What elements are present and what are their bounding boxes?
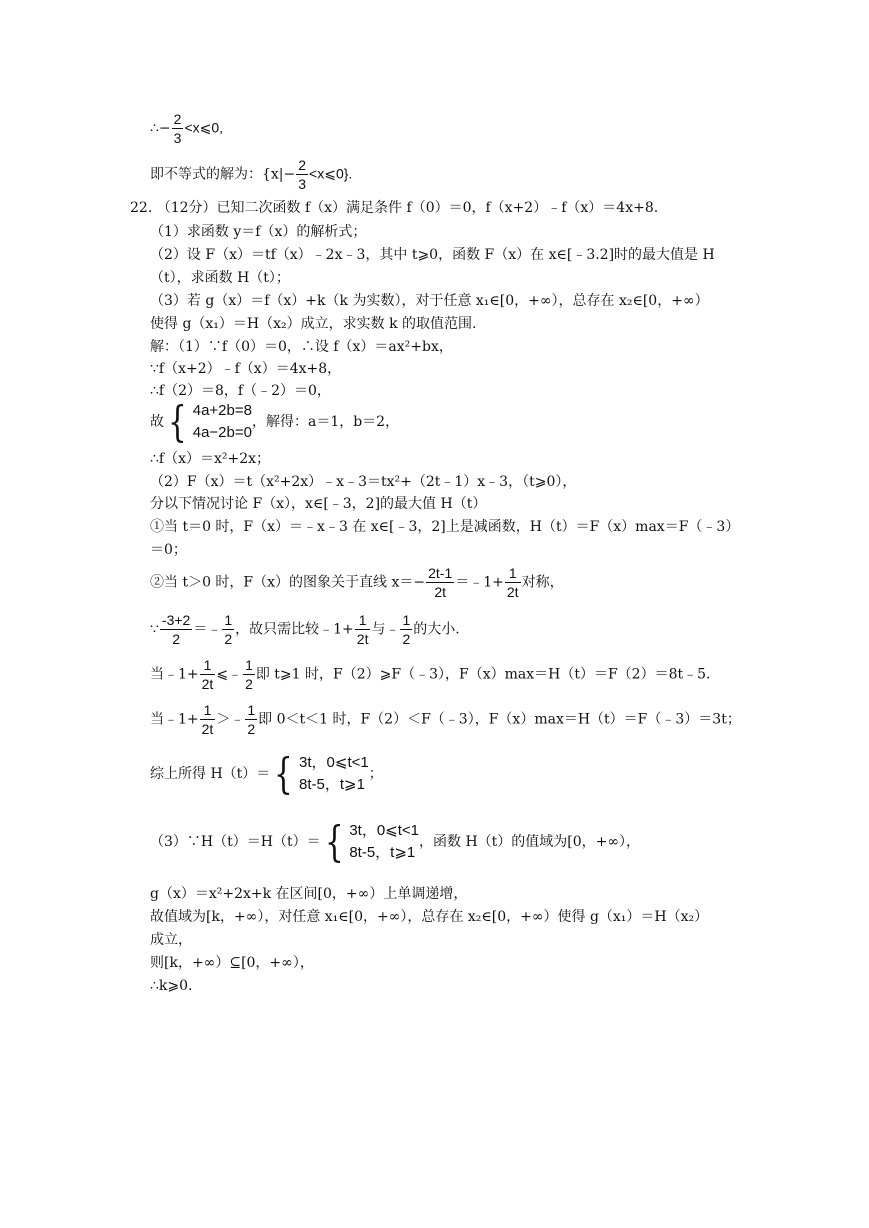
text: ＞﹣ <box>216 711 245 728</box>
text: 当﹣1+ <box>150 666 199 683</box>
text: <x⩽0}. <box>309 165 353 182</box>
text: ∴− <box>150 120 171 137</box>
piece-row: 3t，0⩽t<1 <box>299 754 369 771</box>
text: ＝﹣1+ <box>455 574 504 591</box>
numerator: 1 <box>505 566 521 583</box>
denominator: 2t <box>356 631 369 647</box>
denominator: 2 <box>402 631 411 647</box>
fraction <box>245 703 257 736</box>
numerator: 1 <box>224 612 233 628</box>
solution-compare-line <box>150 613 460 646</box>
solution-line: ①当 t＝0 时，F（x）＝﹣x﹣3 在 x∈[﹣3，2]上是减函数，H（t）＝F（x）max＝F（﹣3） <box>150 519 740 535</box>
denominator: 3 <box>298 176 307 192</box>
denominator: 3 <box>173 130 182 146</box>
text: 综上所得 H（t）＝ <box>150 766 271 782</box>
text: 即 t⩾1 时，F（2）⩾F（﹣3），F（x）max＝H（t）＝F（2）＝8t﹣5. <box>255 666 711 683</box>
solution-line: 则[k，+∞）⊆[0，+∞）， <box>150 955 314 971</box>
text: 当﹣1+ <box>150 711 199 728</box>
text: 与﹣ <box>371 621 400 638</box>
numerator: 2 <box>298 157 307 173</box>
solution-line: （2）F（x）＝t（x²+2x）﹣x﹣3＝tx²+（2t﹣1）x﹣3，（t⩾0）， <box>150 474 577 490</box>
numerator: 1 <box>247 702 256 718</box>
text: ； <box>368 766 383 782</box>
line-x-range <box>150 112 223 145</box>
question-22-part2: （2）设 F（x）＝tf（x）﹣2x﹣3，其中 t⩾0，函数 F（x）在 x∈[﹣3.2]时的最大值是 H <box>150 247 715 263</box>
piecewise-function <box>321 817 420 866</box>
solution-system <box>150 397 400 446</box>
solution-conclusion: ∴k⩾0. <box>150 978 193 994</box>
piece-row: 3t，0⩽t<1 <box>349 822 420 839</box>
text: ∵ <box>150 621 159 638</box>
fraction <box>400 613 412 646</box>
denominator: 2t <box>201 676 214 692</box>
text: ，故只需比较﹣1+ <box>235 621 354 638</box>
solution-line: ∵f（x+2）﹣f（x）＝4x+8， <box>150 361 342 377</box>
fraction <box>200 703 216 736</box>
fraction <box>296 158 308 191</box>
numerator: 1 <box>402 612 411 628</box>
solution-line: 分以下情况讨论 F（x），x∈[﹣3，2]的最大值 H（t） <box>150 496 487 512</box>
fraction <box>426 566 454 599</box>
denominator: 2t <box>201 721 214 737</box>
text: 即 0＜t＜1 时，F（2）＜F（﹣3），F（x）max＝H（t）＝F（﹣3）＝3t； <box>258 711 741 728</box>
solution-piecewise-summary <box>150 749 383 798</box>
text: 即不等式的解为：{x|− <box>150 166 296 183</box>
text: ⩽﹣ <box>216 666 243 683</box>
fraction <box>505 566 521 599</box>
equation-row: 4a+2b=8 <box>192 402 252 419</box>
piece-row: 8t-5，t⩾1 <box>299 776 365 793</box>
text: ，函数 H（t）的值域为[0，+∞）， <box>419 834 641 850</box>
question-22-part2-cont: （t），求函数 H（t）； <box>150 270 290 286</box>
solution-line: 成立， <box>150 932 192 948</box>
text: 对称， <box>521 574 564 591</box>
denominator: 2 <box>245 676 253 692</box>
brace-icon: { <box>274 749 294 798</box>
solution-line: g（x）＝x²+2x+k 在区间[0，+∞）上单调递增， <box>150 886 468 902</box>
brace-icon: { <box>168 397 187 446</box>
piecewise-function <box>270 749 369 798</box>
question-22-header: 22. （12分）已知二次函数 f（x）满足条件 f（0）＝0，f（x+2）﹣f（x）＝4x+8. <box>130 200 659 216</box>
numerator: 1 <box>200 703 216 720</box>
solution-symmetry-line <box>150 566 564 599</box>
piece-row: 8t-5，t⩾1 <box>349 844 416 861</box>
question-22-part1: （1）求函数 y＝f（x）的解析式； <box>150 224 367 240</box>
numerator: 1 <box>245 657 253 673</box>
line-solution-set <box>150 158 352 191</box>
text: 的大小. <box>413 621 460 638</box>
fraction <box>222 613 234 646</box>
text: <x⩽0, <box>184 119 224 136</box>
numerator: 2 <box>173 111 182 127</box>
denominator: 2t <box>506 584 519 600</box>
solution-case-t-lt-1 <box>150 703 741 736</box>
denominator: 2 <box>172 631 181 647</box>
brace-icon: { <box>324 817 344 866</box>
numerator: 2t-1 <box>428 565 453 581</box>
text: 故 <box>150 414 164 430</box>
text: ，解得：a＝1，b＝2， <box>251 414 400 430</box>
solution-line: ∴f（x）＝x²+2x； <box>150 451 271 467</box>
fraction <box>200 658 216 691</box>
numerator: 1 <box>355 613 371 630</box>
denominator: 2 <box>224 631 233 647</box>
solution-case-t-ge-1 <box>150 658 710 691</box>
fraction <box>355 613 371 646</box>
fraction <box>160 613 192 646</box>
text: ＝﹣ <box>193 621 222 638</box>
text: （3）∵H（t）＝H（t）＝ <box>150 834 321 850</box>
fraction <box>172 112 184 145</box>
solution-line: ＝0； <box>150 542 187 558</box>
solution-line: 故值域为[k，+∞），对任意 x₁∈[0，+∞），总存在 x₂∈[0，+∞）使得 g（x₁）＝H（x₂） <box>150 909 709 925</box>
denominator: 2t <box>434 584 447 600</box>
equation-row: 4a−2b=0 <box>192 424 252 441</box>
denominator: 2 <box>247 721 256 737</box>
question-22-part3-cont: 使得 g（x₁）＝H（x₂）成立，求实数 k 的取值范围. <box>150 316 477 332</box>
fraction <box>243 658 255 691</box>
solution-line: 解：（1）∵f（0）＝0，∴设 f（x）＝ax²+bx， <box>150 339 453 355</box>
numerator: 1 <box>200 658 216 675</box>
solution-part3-range <box>150 817 641 866</box>
solution-line: ∴f（2）＝8，f（﹣2）＝0， <box>150 383 331 399</box>
text: ②当 t＞0 时，F（x）的图象关于直线 x＝− <box>150 574 426 591</box>
equation-system <box>164 397 252 446</box>
numerator: -3+2 <box>161 612 191 628</box>
question-22-part3: （3）若 g（x）＝f（x）+k（k 为实数），对于任意 x₁∈[0，+∞），总存在 x₂∈[0，+∞） <box>150 293 709 309</box>
